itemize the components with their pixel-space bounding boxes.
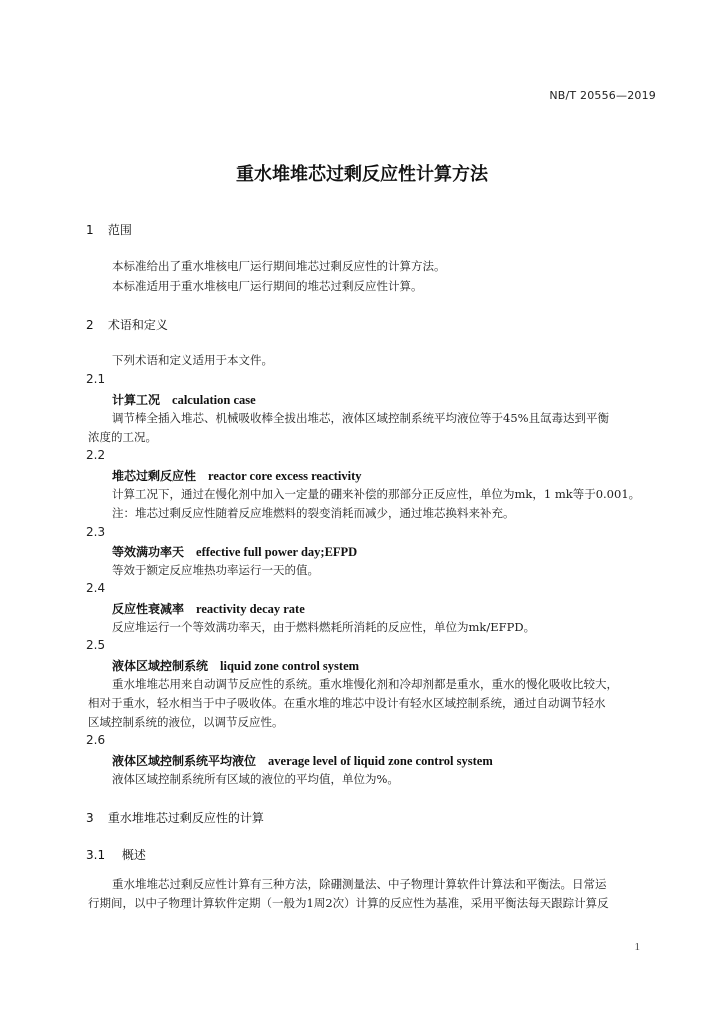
term-en: reactor core excess reactivity [208,469,362,483]
term-en: liquid zone control system [220,659,360,673]
definition: 液体区域控制系统所有区域的液位的平均值，单位为%。 [112,772,399,786]
term-zh: 计算工况 [112,393,161,407]
term-en: calculation case [172,393,256,407]
term-zh: 等效满功率天 [112,545,185,559]
term-number: 2.3 [86,525,106,539]
term-2-5 [112,657,359,674]
term-en: effective full power day;EFPD [196,545,358,559]
term-number: 2.6 [86,733,106,747]
term-number: 2.4 [86,581,106,595]
section-2-heading [86,316,168,333]
term-2-2 [112,467,362,484]
term-zh: 液体区域控制系统 [112,659,209,673]
definition: 计算工况下，通过在慢化剂中加入一定量的硼来补偿的那部分正反应性，单位为mk，1 mk等于0.001。 [112,487,641,501]
definition: 相对于重水，轻水相当于中子吸收体。在重水堆的堆芯中设计有轻水区域控制系统，通过自动调节轻水 [88,696,606,710]
definition: 调节棒全插入堆芯、机械吸收棒全拔出堆芯，液体区域控制系统平均液位等于45%且氙毒达到平衡 [112,411,610,425]
section-3-heading [86,809,264,826]
definition: 重水堆堆芯用来自动调节反应性的系统。重水堆慢化剂和冷却剂都是重水，重水的慢化吸收比较大， [112,677,618,691]
term-en: reactivity decay rate [196,602,305,616]
paragraph: 行期间，以中子物理计算软件定期（一般为1周2次）计算的反应性为基准，采用平衡法每天跟踪计算反 [88,896,609,910]
note: 注：堆芯过剩反应性随着反应堆燃料的裂变消耗而减少，通过堆芯换料来补充。 [112,506,515,520]
term-en: average level of liquid zone control system [268,754,493,768]
document-title: 重水堆堆芯过剩反应性计算方法 [236,164,488,185]
paragraph: 本标准给出了重水堆核电厂运行期间堆芯过剩反应性的计算方法。 [112,259,446,273]
definition: 浓度的工况。 [88,430,157,444]
section-number: 2 [86,318,94,332]
term-zh: 堆芯过剩反应性 [112,469,197,483]
paragraph: 重水堆堆芯过剩反应性计算有三种方法，除硼测量法、中子物理计算软件计算法和平衡法。日常运 [112,877,607,891]
term-number: 2.2 [86,448,106,462]
section-title: 术语和定义 [107,318,168,332]
term-2-1 [112,391,256,408]
paragraph: 下列术语和定义适用于本文件。 [112,353,273,367]
term-2-3 [112,543,357,560]
section-number: 1 [86,223,94,237]
term-zh: 反应性衰减率 [112,602,185,616]
term-zh: 液体区域控制系统平均液位 [112,754,257,768]
definition: 区域控制系统的液位，以调节反应性。 [88,715,284,729]
section-title: 重水堆堆芯过剩反应性的计算 [107,811,264,825]
term-number: 2.5 [86,638,106,652]
definition: 反应堆运行一个等效满功率天，由于燃料燃耗所消耗的反应性，单位为mk/EFPD。 [112,620,536,634]
standard-code: NB/T 20556—2019 [549,89,656,102]
term-2-6 [112,752,493,769]
subsection-number: 3.1 [86,848,106,862]
definition: 等效于额定反应堆热功率运行一天的值。 [112,563,319,577]
paragraph: 本标准适用于重水堆核电厂运行期间的堆芯过剩反应性计算。 [112,279,423,293]
page-number: 1 [634,941,640,953]
section-1-heading [86,221,132,238]
section-title: 范围 [107,223,132,237]
section-number: 3 [86,811,94,825]
subsection-3-1-heading [86,846,146,863]
term-number: 2.1 [86,372,106,386]
term-2-4 [112,600,305,617]
subsection-title: 概述 [121,848,146,862]
